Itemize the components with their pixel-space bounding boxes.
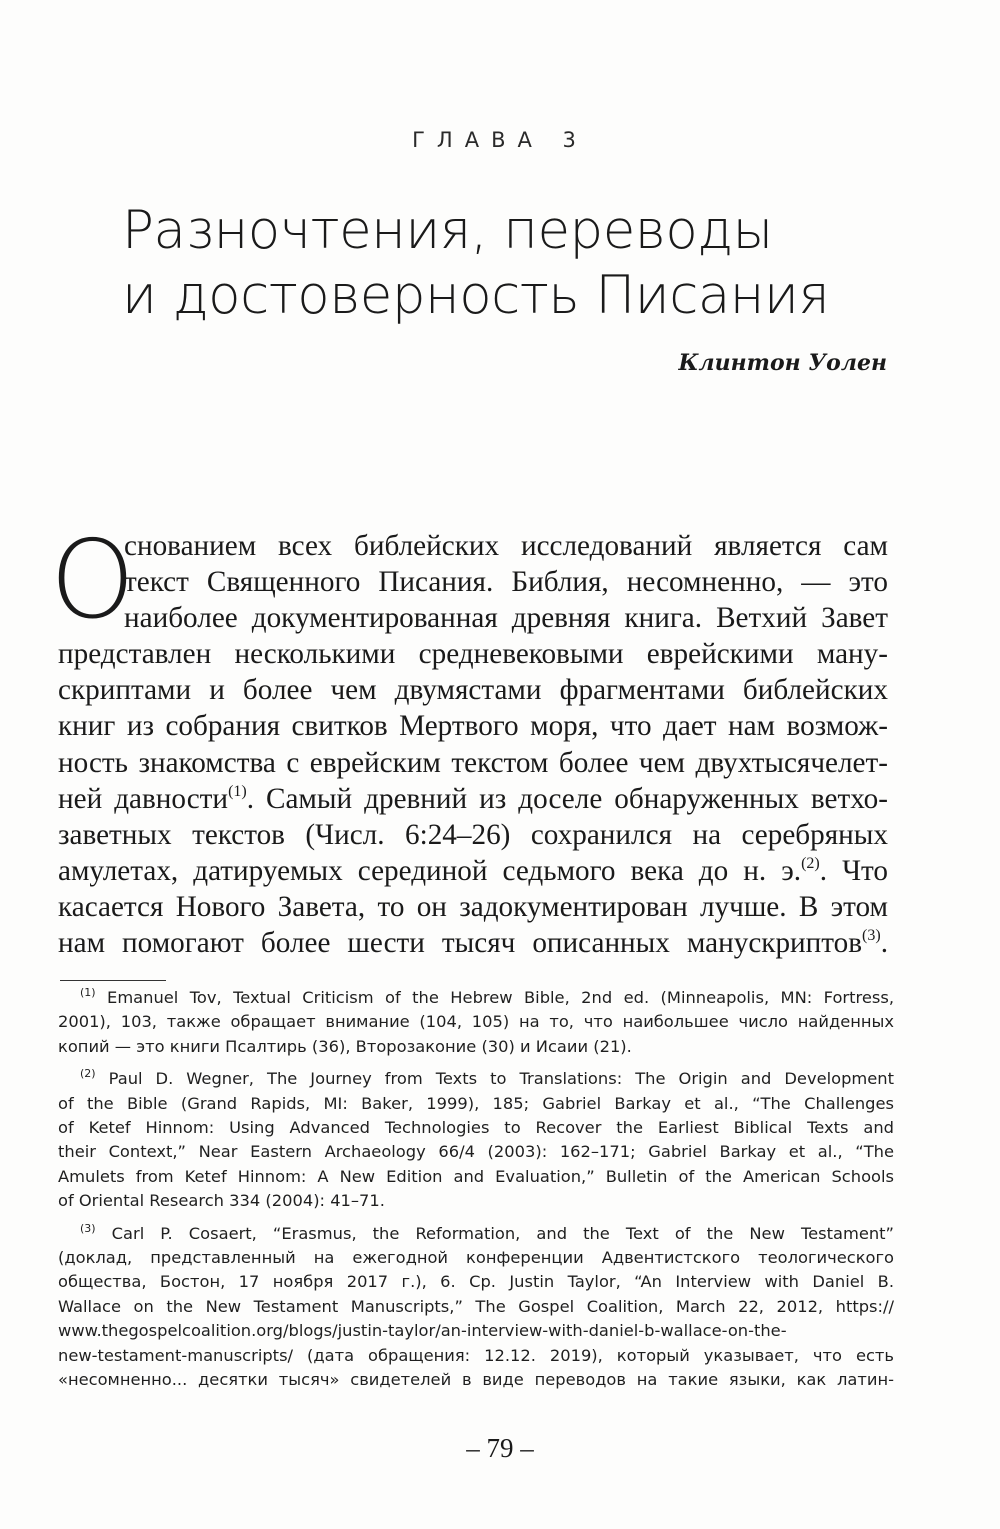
footnote-line: копий — это книги Псалтирь (36), Второзаконие (30) и Исаии (21). — [58, 1036, 632, 1056]
body-line: наиболее документированная древняя книга. Ветхий Завет — [124, 602, 888, 635]
author-name: Клинтон Уолен — [678, 350, 887, 376]
footnote-ref-3[interactable]: (3) — [862, 927, 881, 945]
body-line: заветных текстов (Числ. 6:24–26) сохранился на серебряных — [58, 818, 888, 851]
body-line: касается Нового Завета, то он задокументирован лучше. В этом — [58, 890, 888, 923]
footnote-marker: (3) — [80, 1221, 96, 1235]
body-text-run: . Самый древний из доселе обнаруженных ветхо- — [246, 782, 888, 815]
footnote-line: their Context,” Near Eastern Archaeology 66/4 (2003): 162–171; Gabriel Barkay et al., “The — [58, 1142, 894, 1162]
footnote-line: of the Bible (Grand Rapids, MI: Baker, 1999), 185; Gabriel Barkay et al., “The Challenges — [58, 1093, 894, 1113]
footnote-line — [58, 986, 894, 1010]
body-line: текст Священного Писания. Библия, несомненно, — это — [124, 566, 888, 599]
body-line — [58, 781, 888, 817]
footnote-text: Emanuel Tov, Textual Criticism of the Hebrew Bible, 2nd ed. (Minneapolis, MN: Fortress, — [107, 988, 894, 1007]
body-line: скриптами и более чем двумястами фрагментами библейских — [58, 674, 888, 707]
footnote-1 — [58, 986, 894, 1059]
footnote-line: of Ketef Hinnom: Using Advanced Technologies to Recover the Earliest Biblical Texts and — [58, 1118, 894, 1138]
footnote-marker: (1) — [80, 986, 96, 999]
body-line — [58, 925, 888, 961]
chapter-title-line: и достоверность Писания — [122, 265, 830, 326]
body-text-run: . — [880, 927, 888, 960]
body-line: снованием всех библейских исследований является сам — [124, 530, 888, 562]
footnote-line: new-testament-manuscripts/ (дата обращения: 12.12. 2019), который указывает, что есть — [58, 1345, 894, 1365]
footnote-line: www.thegospelcoalition.org/blogs/justin-taylor/an-interview-with-daniel-b-wallace-on-the- — [58, 1321, 787, 1341]
body-line: представлен несколькими средневековыми еврейскими ману- — [58, 638, 888, 671]
body-line: книг из собрания свитков Мертвого моря, что дает нам возмож- — [58, 710, 888, 743]
body-text-run: ней давности — [58, 782, 229, 815]
body-text-run: . Что — [819, 854, 889, 887]
body-text-run: нам помогают более шести тысяч описанных манускриптов — [58, 927, 863, 960]
footnote-line — [58, 1067, 894, 1091]
footnote-ref-2[interactable]: (2) — [801, 854, 820, 872]
drop-cap: О — [50, 518, 136, 643]
footnote-text: Carl P. Cosaert, “Erasmus, the Reformation, and the Text of the New Testament” — [111, 1223, 894, 1243]
footnote-line: (доклад, представленный на ежегодной конференции Адвентистского теологического — [58, 1248, 894, 1268]
footnote-line: Wallace on the New Testament Manuscripts,” The Gospel Coalition, March 22, 2012, https:// — [58, 1296, 894, 1316]
chapter-title-line: Разночтения, переводы — [122, 200, 773, 261]
body-paragraph — [58, 528, 888, 961]
footnote-line: общества, Бостон, 17 ноября 2017 г.), 6. Ср. Justin Taylor, “An Interview with Daniel B. — [58, 1272, 894, 1292]
footnote-line: «несомненно... десятки тысяч» свидетелей в виде переводов на такие языки, как латин- — [58, 1370, 894, 1390]
chapter-label: ГЛАВА 3 — [412, 128, 588, 152]
body-line: ность знакомства с еврейским текстом более чем двухтысячелет- — [58, 746, 888, 779]
footnotes — [58, 986, 894, 1401]
body-text-run: амулетах, датируемых серединой седьмого века до н. э. — [58, 854, 802, 887]
footnote-line: 2001), 103, также обращает внимание (104, 105) на то, что наибольшее число найденных — [58, 1012, 894, 1032]
chapter-title — [122, 198, 922, 328]
footnote-2 — [58, 1067, 894, 1213]
body-line — [58, 853, 888, 889]
footnote-marker: (2) — [80, 1067, 96, 1081]
footnote-3 — [58, 1222, 894, 1393]
footnote-text: Paul D. Wegner, The Journey from Texts to Translations: The Origin and Development — [108, 1069, 894, 1089]
page-number: – 79 – — [466, 1433, 534, 1463]
footnote-ref-1[interactable]: (1) — [228, 782, 247, 800]
footnote-line: of Oriental Research 334 (2004): 41–71. — [58, 1191, 385, 1211]
footnote-separator — [60, 980, 166, 981]
footnote-line — [58, 1222, 894, 1246]
footnote-line: Amulets from Ketef Hinnom: A New Edition and Evaluation,” Bulletin of the American Schools — [58, 1166, 894, 1186]
